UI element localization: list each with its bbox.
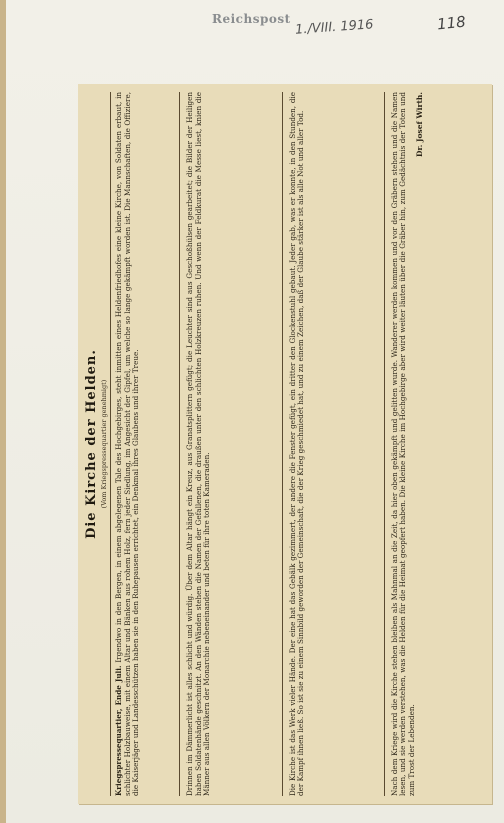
title-rule xyxy=(110,92,111,796)
article-title: Die Kirche der Helden. xyxy=(84,349,99,539)
article-column-2 xyxy=(186,92,282,796)
article-text-3: Die Kirche ist das Werk vieler Hände. Der eine hat das Gebälk gezimmert, der andere die Fenster gefügt, ein dritter den Glockenstuhl gebaut. Jeder gab, was er konnte, in den Stunden, die der Kampf ihnen ließ. So ist sie zu einem Sinnbild geworden der Gemeinschaft, die der Krieg geschmiedet hat, und zu einem Zeichen, daß der Glaube stärker ist als alle Not und aller Tod. xyxy=(287,92,305,796)
newspaper-masthead: Reichspost xyxy=(212,12,291,26)
handwritten-date: 1./VIII. 1916 xyxy=(294,17,374,38)
article-text-4: Nach dem Kriege wird die Kirche stehen bleiben als Mahnmal an die Zeit, da hier oben gekämpft und gelitten wurde. Wanderer werden kommen und vor den Gräbern stehen und die Namen lesen, und sie werden verstehen, was die Helden für die Heimat geopfert haben. Die kleine Kirche im Hochgebirge aber wird weiter läuten über die Gräber hin, zum Gedächtnis der Toten und zum Trost der Lebenden. xyxy=(389,92,416,796)
article-columns xyxy=(84,92,486,796)
newspaper-clipping xyxy=(78,84,492,804)
rotated-article xyxy=(78,84,492,804)
article-column-3 xyxy=(289,92,385,796)
article-text-2: Drinnen im Dämmerlicht ist alles schlicht und würdig. Über dem Altar hängt ein Kreuz, aus Granatsplittern gefügt; die Leuchter sind aus Geschoßhülsen gearbeitet; die Bilder der Heiligen haben Soldatenhände geschnitzt. An den Wänden stehen die Namen der Gefallenen, die draußen unter den schlichten Holzkreuzen ruhen. Und wenn der Feldkurat die Messe liest, knien die Männer aus allen Völkern der Monarchie nebeneinander und beten für ihre toten Kameraden. xyxy=(185,92,212,796)
article-dateline: Kriegspressequartier, Ende Juli. xyxy=(114,665,124,796)
article-column-1 xyxy=(84,92,180,796)
folio-number: 118 xyxy=(436,12,467,34)
article-subtitle: (Vom Kriegspressequartier genehmigt) xyxy=(100,379,108,509)
article-text-1: Irgendwo in den Bergen, in einem abgelegenen Tale des Hochgebirges, steht inmitten eines Heldenfriedhofes eine kleine Kirche, von Soldaten erbaut, in schlichter Holzbauweise, mit einem Altar und Bänken aus rohem Holz, fern jeder Siedlung, im Angesicht der Gipfel, um welche so lange gekämpft worden ist. Die Mannschaften, die Offiziere, die Kaiserjäger und Landesschützen haben sie in den Ruhepausen errichtet, ein Denkmal ihres Glaubens und ihrer Treue. xyxy=(114,92,141,796)
article-column-4 xyxy=(391,92,486,796)
article-signature: Dr. Josef Wirth. xyxy=(414,92,424,157)
